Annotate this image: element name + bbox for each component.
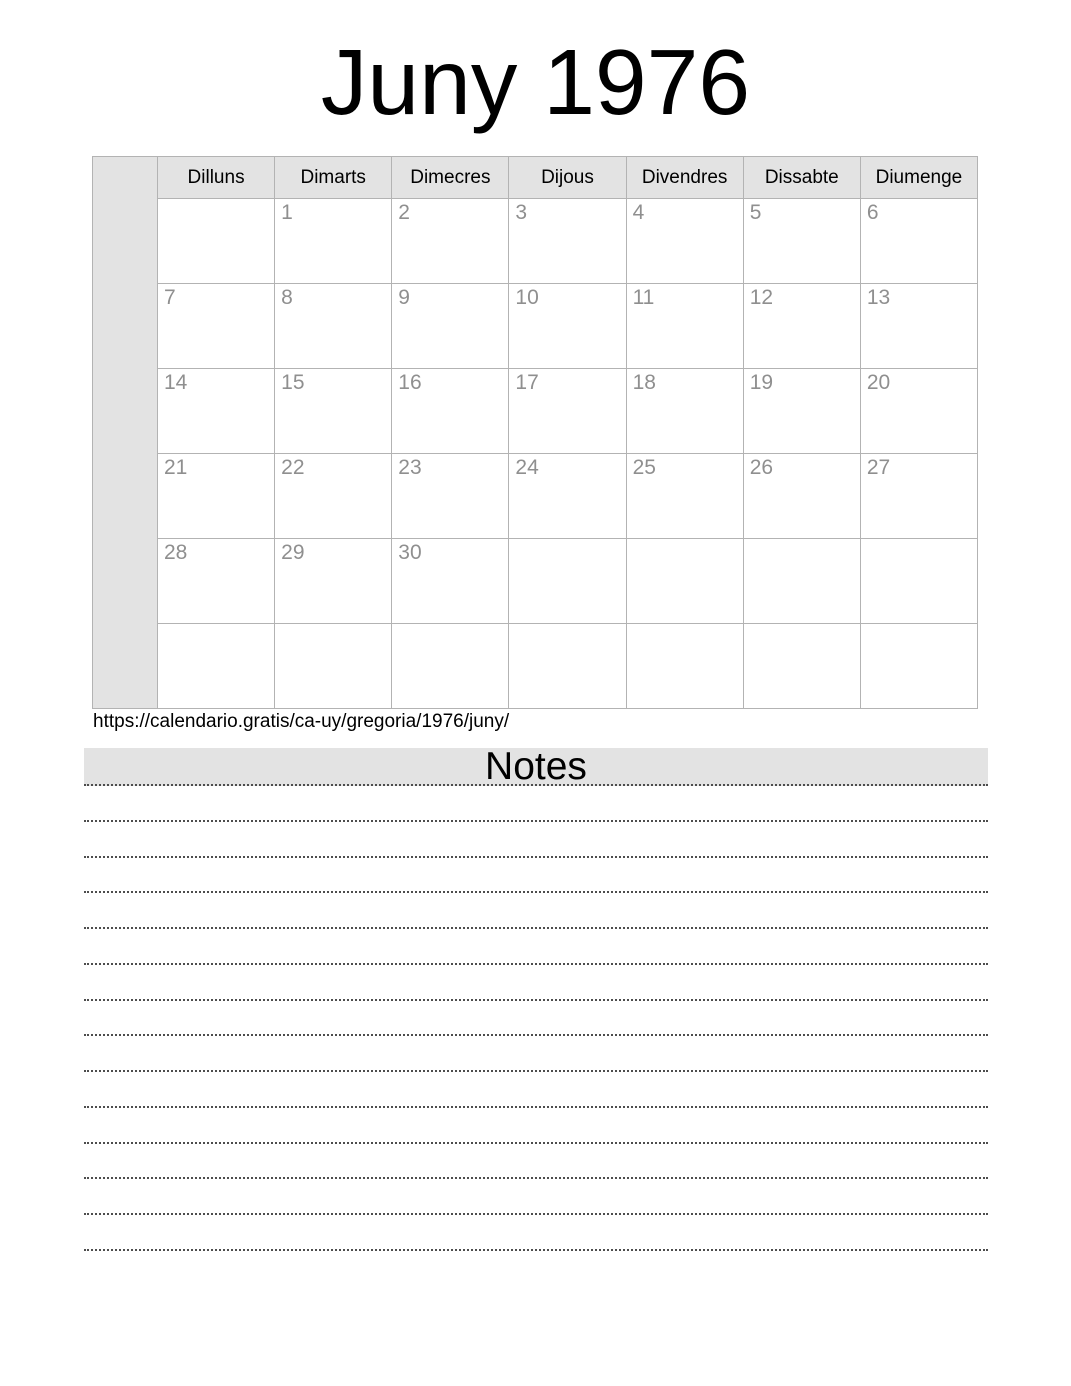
day-cell-29: 29 <box>275 539 392 624</box>
note-line <box>84 1215 988 1251</box>
day-header-divendres: Divendres <box>626 157 743 199</box>
note-line <box>84 1001 988 1037</box>
day-cell-6: 6 <box>860 199 977 284</box>
notes-title: Notes <box>485 744 587 788</box>
note-line <box>84 858 988 894</box>
day-cell-4: 4 <box>626 199 743 284</box>
day-header-dimarts: Dimarts <box>275 157 392 199</box>
day-cell-empty <box>509 539 626 624</box>
note-line <box>84 1108 988 1144</box>
day-cell-5: 5 <box>743 199 860 284</box>
day-cell-19: 19 <box>743 369 860 454</box>
day-cell-12: 12 <box>743 284 860 369</box>
source-url-text: https://calendario.gratis/ca-uy/gregoria/1976/juny/ <box>93 711 510 732</box>
day-cell-21: 21 <box>158 454 275 539</box>
notes-header <box>84 744 988 788</box>
notes-lines <box>84 786 988 1251</box>
day-cell-3: 3 <box>509 199 626 284</box>
day-cell-17: 17 <box>509 369 626 454</box>
page-title: Juny 1976 <box>320 30 751 134</box>
day-cell-empty <box>392 624 509 709</box>
day-cell-15: 15 <box>275 369 392 454</box>
day-header-diumenge: Diumenge <box>860 157 977 199</box>
day-cell-30: 30 <box>392 539 509 624</box>
day-cell-24: 24 <box>509 454 626 539</box>
day-cell-empty <box>743 539 860 624</box>
day-cell-14: 14 <box>158 369 275 454</box>
week-row-3 <box>93 369 978 454</box>
day-header-dissabte: Dissabte <box>743 157 860 199</box>
day-cell-25: 25 <box>626 454 743 539</box>
day-cell-empty <box>509 624 626 709</box>
week-row-5 <box>93 539 978 624</box>
day-cell-18: 18 <box>626 369 743 454</box>
note-line <box>84 965 988 1001</box>
day-cell-16: 16 <box>392 369 509 454</box>
week-gutter-column <box>93 157 158 709</box>
note-line <box>84 929 988 965</box>
day-cell-28: 28 <box>158 539 275 624</box>
day-cell-26: 26 <box>743 454 860 539</box>
day-cell-empty <box>626 539 743 624</box>
note-line <box>84 1072 988 1108</box>
day-cell-10: 10 <box>509 284 626 369</box>
note-line <box>84 822 988 858</box>
week-row-4 <box>93 454 978 539</box>
calendar-table <box>92 156 978 709</box>
day-cell-2: 2 <box>392 199 509 284</box>
week-row-6 <box>93 624 978 709</box>
day-cell-empty <box>158 624 275 709</box>
note-line <box>84 1179 988 1215</box>
day-cell-22: 22 <box>275 454 392 539</box>
day-header-dimecres: Dimecres <box>392 157 509 199</box>
day-cell-11: 11 <box>626 284 743 369</box>
day-cell-23: 23 <box>392 454 509 539</box>
day-cell-empty <box>860 539 977 624</box>
day-cell-empty <box>860 624 977 709</box>
note-line <box>84 1144 988 1180</box>
day-cell-8: 8 <box>275 284 392 369</box>
day-cell-7: 7 <box>158 284 275 369</box>
day-cell-1: 1 <box>275 199 392 284</box>
week-row-2 <box>93 284 978 369</box>
day-cell-13: 13 <box>860 284 977 369</box>
day-cell-empty <box>743 624 860 709</box>
day-header-row <box>93 157 978 199</box>
week-row-1 <box>93 199 978 284</box>
day-cell-empty <box>275 624 392 709</box>
day-header-dijous: Dijous <box>509 157 626 199</box>
note-line <box>84 786 988 822</box>
day-header-dilluns: Dilluns <box>158 157 275 199</box>
day-cell-empty <box>626 624 743 709</box>
day-cell-empty <box>158 199 275 284</box>
note-line <box>84 893 988 929</box>
day-cell-9: 9 <box>392 284 509 369</box>
day-cell-20: 20 <box>860 369 977 454</box>
note-line <box>84 1036 988 1072</box>
day-cell-27: 27 <box>860 454 977 539</box>
